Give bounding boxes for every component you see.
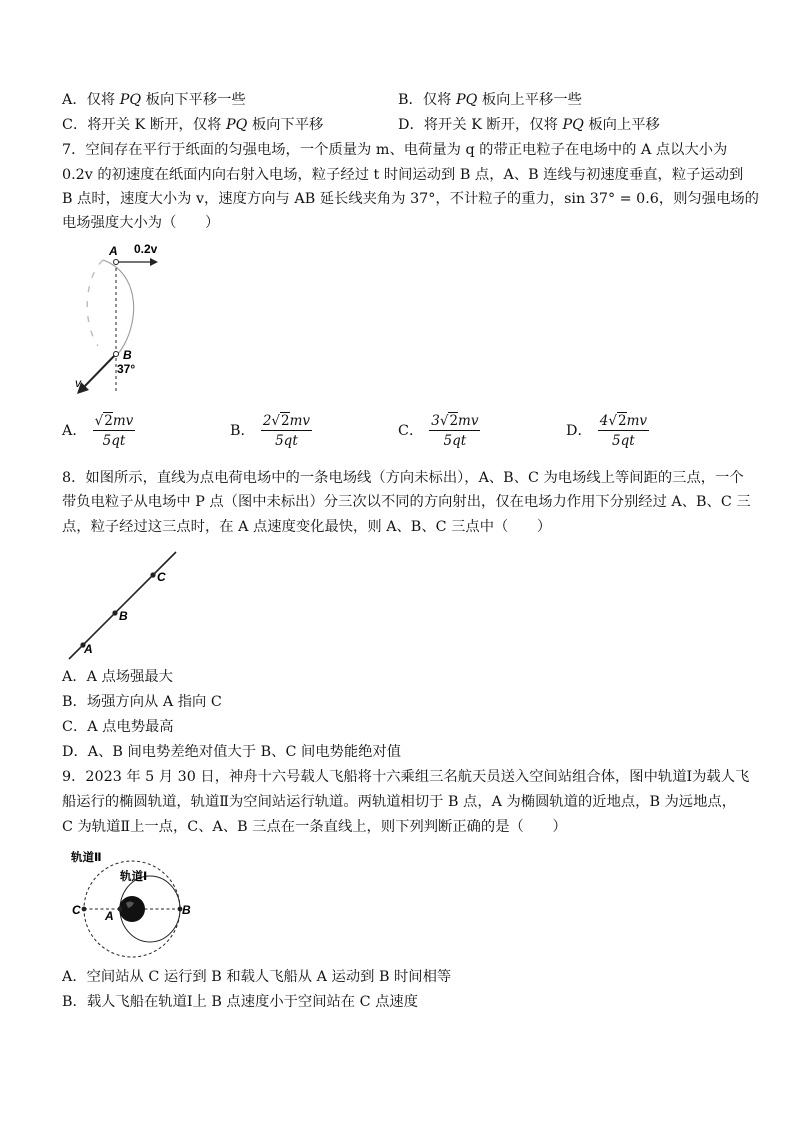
q7-figure (60, 238, 200, 403)
q7-option-a: A． $\frac{√2mv}{5qt}$ (62, 413, 134, 449)
q8-option-d: D．A、B 间电势差绝对值大于 B、C 间电势能绝对值 (62, 744, 402, 760)
q9-earth (119, 896, 145, 922)
q8-figure (60, 545, 190, 665)
q7-final-velocity-arrow (82, 354, 116, 389)
q7-option-b: B． $\frac{2√2mv}{5qt}$ (230, 413, 311, 449)
q7-faint-trajectory (87, 260, 103, 346)
q9-option-a: A．空间站从 C 运行到 B 和载人飞船从 A 运动到 B 时间相等 (62, 969, 452, 985)
q8-option-a: A．A 点场强最大 (62, 669, 173, 685)
q9-option-b: B．载人飞船在轨道Ⅰ上 B 点速度小于空间站在 C 点速度 (62, 994, 419, 1010)
q7-option-d: D． $\frac{4√2mv}{5qt}$ (566, 413, 647, 449)
q9-figure (60, 845, 210, 960)
q9-point-c-dot (82, 907, 87, 912)
q6-option-a: A．仅将 PQ 板向下平移一些 (62, 92, 246, 108)
q7-stem-line4: 电场强度大小为（ ） (62, 215, 220, 231)
q6-option-c: C．将开关 K 断开，仅将 PQ 板向下平移 (62, 117, 324, 133)
q7-trajectory (103, 260, 134, 354)
q7-arrowhead-right (150, 258, 158, 266)
q9-label-orbit-1: 轨道Ⅰ (120, 871, 148, 883)
q8-option-b: B．场强方向从 A 指向 C (62, 694, 222, 710)
q8-stem-line3: 点，粒子经过这三点时，在 A 点速度变化最快，则 A、B、C 三点中（ ） (62, 519, 552, 535)
q8-label-b: B (119, 609, 128, 623)
q7-label-initial-velocity: 0.2v (134, 242, 158, 256)
q7-stem-line2: 0.2v 的初速度在纸面内向右射入电场，粒子经过 t 时间运动到 B 点，A、B 连线与初速度垂直，粒子运动到 (62, 167, 744, 183)
q8-option-c: C．A 点电势最高 (62, 719, 174, 735)
q9-label-a: A (105, 909, 114, 923)
q9-stem-line1: 9．2023 年 5 月 30 日，神舟十六号载人飞船将十六乘组三名航天员送入空间站组合体，图中轨道Ⅰ为载人飞 (62, 769, 750, 785)
q8-point-c-dot (150, 572, 155, 577)
q7-point-a-dot (114, 260, 119, 265)
q7-label-v: v (75, 376, 81, 390)
q7-option-c: C． $\frac{3√2mv}{5qt}$ (398, 413, 479, 449)
q7-stem-line3: B 点时，速度大小为 v，速度方向与 AB 延长线夹角为 37°，不计粒子的重力，sin 37° = 0.6，则匀强电场的 (62, 191, 759, 207)
q9-point-a-dot (118, 907, 123, 912)
q6-option-b: B．仅将 PQ 板向上平移一些 (398, 92, 582, 108)
q6-option-d: D．将开关 K 断开，仅将 PQ 板向上平移 (398, 117, 660, 133)
q7-label-a: A (109, 244, 118, 258)
q9-label-orbit-2: 轨道Ⅱ (71, 852, 102, 864)
q8-stem-line1: 8．如图所示，直线为点电荷电场中的一条电场线（方向未标出），A、B、C 为电场线上等间距的三点，一个 (62, 470, 744, 486)
q9-label-b: B (182, 903, 191, 917)
q8-label-c: C (157, 570, 166, 584)
q7-stem-line1: 7．空间存在平行于纸面的匀强电场，一个质量为 m、电荷量为 q 的带正电粒子在电场中的 A 点以大小为 (62, 142, 728, 158)
q7-label-b: B (123, 348, 132, 362)
q9-stem-line2: 船运行的椭圆轨道，轨道Ⅱ为空间站运行轨道。两轨道相切于 B 点，A 为椭圆轨道的近地点，B 为远地点， (62, 794, 736, 810)
q8-stem-line2: 带负电粒子从电场中 P 点（图中未标出）分三次以不同的方向射出，仅在电场力作用下分别经过 A、B、C 三 (62, 494, 751, 510)
q9-label-c: C (72, 903, 81, 917)
q7-label-angle: 37° (117, 362, 136, 376)
q8-point-b-dot (112, 610, 117, 615)
q9-stem-line3: C 为轨道Ⅱ上一点，C、A、B 三点在一条直线上，则下列判断正确的是（ ） (62, 819, 567, 835)
q8-label-a: A (84, 642, 93, 656)
q7-point-b-dot (114, 352, 119, 357)
